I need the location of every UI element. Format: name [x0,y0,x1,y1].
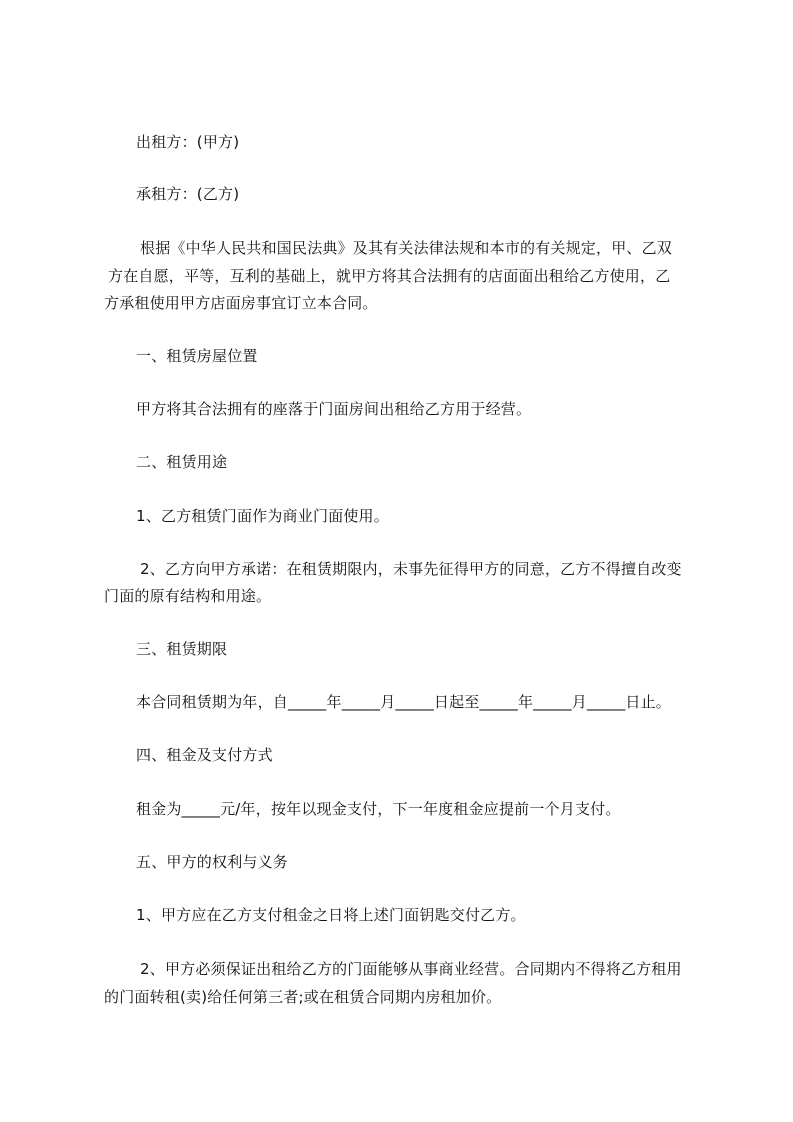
section1-heading: 一、租赁房屋位置 [136,347,258,365]
section2-item1: 1、乙方租赁门面作为商业门面使用。 [136,507,389,525]
preamble-line-2: 方在自愿，平等，互利的基础上，就甲方将其合法拥有的店面面出租给乙方使用，乙 [108,267,671,285]
section2-item2-line-2: 门面的原有结构和用途。 [104,587,272,605]
section1-body: 甲方将其合法拥有的座落于门面房间出租给乙方用于经营。 [136,400,532,418]
lessor-line: 出租方：(甲方) [136,133,240,151]
section4-body: 租金为_____元/年，按年以现金支付，下一年度租金应提前一个月支付。 [136,800,621,818]
section5-item1: 1、甲方应在乙方支付租金之日将上述门面钥匙交付乙方。 [136,906,526,924]
section3-heading: 三、租赁期限 [136,640,228,658]
section5-item2-line-1: 2、甲方必须保证出租给乙方的门面能够从事商业经营。合同期内不得将乙方租用 [140,960,682,978]
section5-heading: 五、甲方的权利与义务 [136,853,289,871]
lessee-line: 承租方：(乙方) [136,185,240,203]
section4-heading: 四、租金及支付方式 [136,746,273,764]
preamble-line-3: 方承租使用甲方店面房事宜订立本合同。 [104,294,378,312]
preamble-line-1: 根据《中华人民共和国民法典》及其有关法律法规和本市的有关规定，甲、乙双 [140,239,673,257]
section2-heading: 二、租赁用途 [136,453,228,471]
section5-item2-line-2: 的门面转租(卖)给任何第三者;或在租赁合同期内房租加价。 [104,988,502,1006]
section2-item2-line-1: 2、乙方向甲方承诺：在租赁期限内，未事先征得甲方的同意，乙方不得擅自改变 [140,560,682,578]
section3-body: 本合同租赁期为年，自_____年_____月_____日起至_____年_____月_____日止。 [136,693,672,711]
